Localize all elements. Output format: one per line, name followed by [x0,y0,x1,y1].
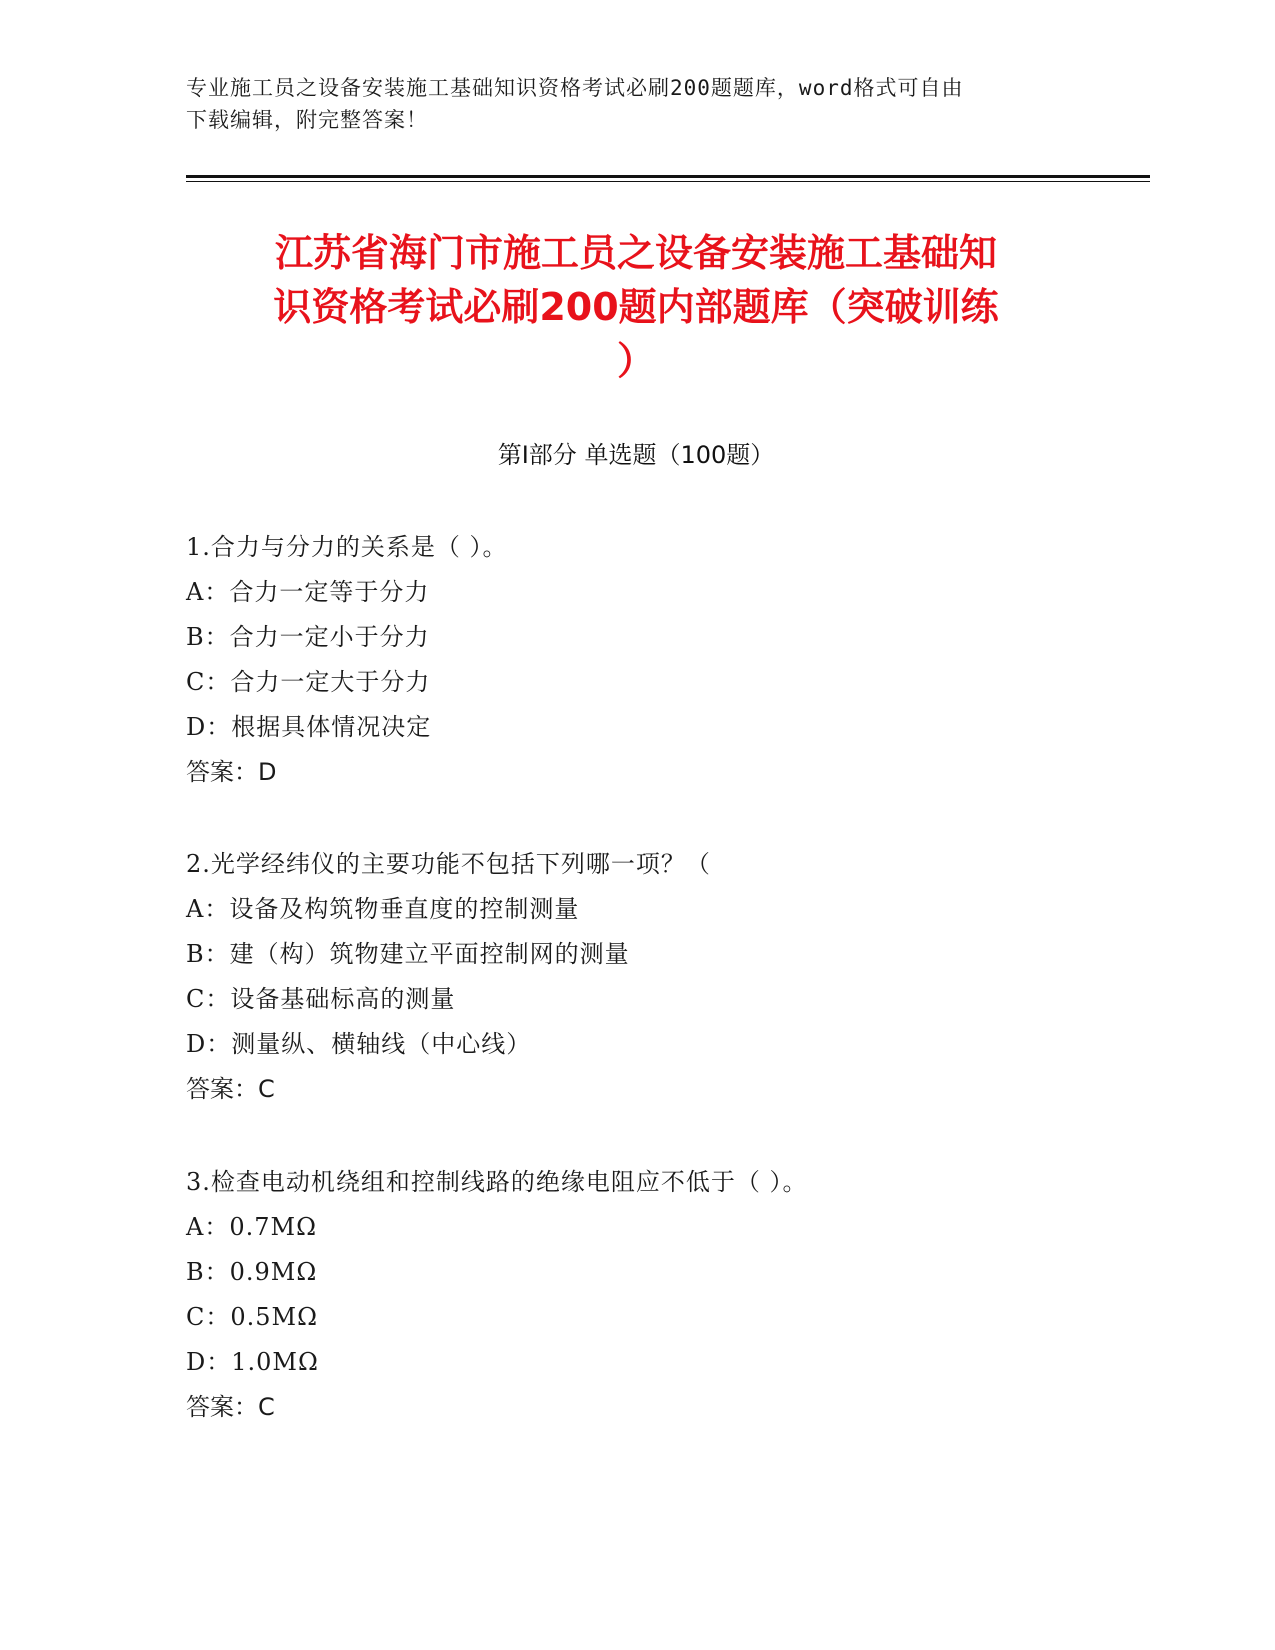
option-b: B：合力一定小于分力 [186,623,430,651]
header-note [186,72,1086,136]
option-a: A：设备及构筑物垂直度的控制测量 [186,895,580,923]
document-title-line-2: 识资格考试必刷200题内部题库（突破训练 [273,285,999,329]
question-1 [186,525,1086,795]
question-2 [186,842,1086,1112]
answer: 答案：C [186,1393,275,1421]
answer: 答案：D [186,758,277,786]
option-c: C：设备基础标高的测量 [186,985,456,1013]
option-a: A：0.7MΩ [186,1213,317,1241]
option-a: A：合力一定等于分力 [186,578,430,606]
option-c: C：合力一定大于分力 [186,668,431,696]
header-divider-thin [186,181,1150,182]
section-heading: 第Ⅰ部分 单选题（100题） [497,441,775,469]
option-d: D：1.0MΩ [186,1348,319,1376]
document-title-line-3: ） [616,339,655,383]
header-divider-thick [186,175,1150,178]
question-3 [186,1160,1086,1430]
option-d: D：根据具体情况决定 [186,713,432,741]
option-d: D：测量纵、横轴线（中心线） [186,1030,532,1058]
option-c: C：0.5MΩ [186,1303,319,1331]
option-b: B：0.9MΩ [186,1258,318,1286]
question-stem: 3.检查电动机绕组和控制线路的绝缘电阻应不低于（ ）。 [186,1168,808,1196]
option-b: B：建（构）筑物建立平面控制网的测量 [186,940,630,968]
answer: 答案：C [186,1075,275,1103]
document-title-line-1: 江苏省海门市施工员之设备安装施工基础知 [274,231,997,275]
document-title [186,226,1086,388]
header-note-line-2: 下载编辑，附完整答案！ [186,108,428,132]
question-stem: 1.合力与分力的关系是（ ）。 [186,533,508,561]
header-note-line-1: 专业施工员之设备安装施工基础知识资格考试必刷200题题库，word格式可自由 [186,76,964,100]
question-stem: 2.光学经纬仪的主要功能不包括下列哪一项？（ [186,850,711,878]
